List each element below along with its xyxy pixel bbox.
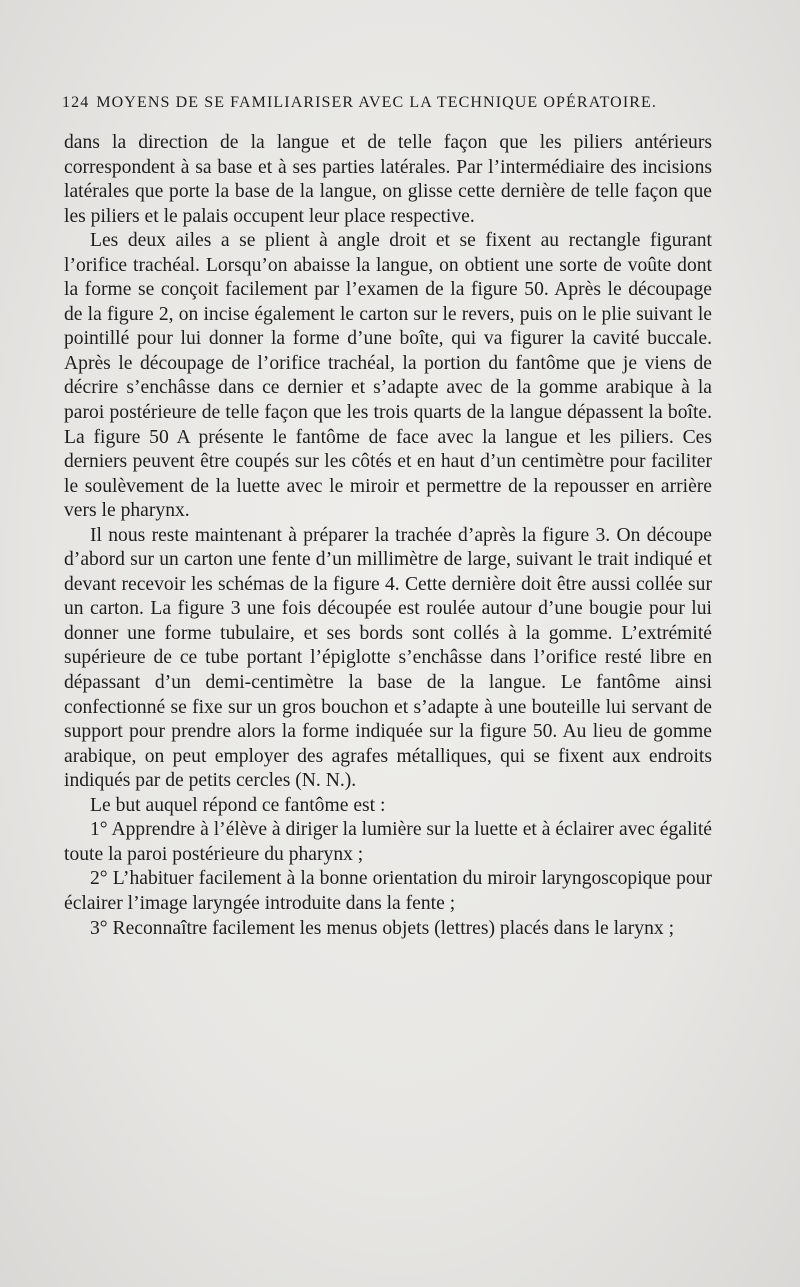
paragraph: Il nous reste maintenant à préparer la trachée d’après la figure 3. On découpe d’abord sur un carton une fente d’un millimètre de large, suivant le trait indiqué et devant recevoir les schémas de la figure 4. Cette dernière doit être aussi collée sur un carton. La figure 3 une fois découpée est roulée autour d’une bougie pour lui donner une forme tubulaire, et ses bords sont collés à la gomme. L’extrémité supérieure de ce tube portant l’épiglotte s’enchâsse dans l’orifice resté libre en dépassant d’un demi-centimètre la base de la langue. Le fantôme ainsi confectionné se fixe sur un gros bouchon et s’adapte à une bouteille lui servant de support pour prendre alors la forme indiquée sur la figure 50. Au lieu de gomme arabique, on peut employer des agrafes métalliques, qui se fixent aux endroits indiqués par de petits cercles (N. N.). [64, 524, 712, 792]
page-number: 124 [62, 94, 90, 111]
running-title: MOYENS DE SE FAMILIARISER AVEC LA TECHNIQUE OPÉRATOIRE. [96, 94, 657, 111]
list-item: 3° Reconnaître facilement les menus objets (lettres) placés dans le larynx ; [90, 917, 675, 939]
paragraph: Les deux ailes a se plient à angle droit et se fixent au rectangle figurant l’orifice trachéal. Lorsqu’on abaisse la langue, on obtient une sorte de voûte dont la forme se conçoit facilement par l’examen de la figure 50. Après le découpage de la figure 2, on incise également le carton sur le revers, puis on le plie suivant le pointillé pour lui donner la forme d’une boîte, qui va figurer la cavité buccale. Après le découpage de l’orifice trachéal, la portion du fantôme que je viens de décrire s’enchâsse dans ce dernier et s’adapte avec de la gomme arabique à la paroi postérieure de telle façon que les trois quarts de la langue dépassent la boîte. La figure 50 A présente le fantôme de face avec la langue et les piliers. Ces derniers peuvent être coupés sur les côtés et en haut d’un centimètre pour faciliter le soulèvement de la luette avec le miroir et permettre de la repousser en arrière vers le pharynx. [64, 230, 712, 522]
body-text [64, 131, 712, 941]
paragraph: dans la direction de la langue et de telle façon que les piliers antérieurs correspondent à sa base et à ses parties latérales. Par l’intermédiaire des incisions latérales que porte la base de la langue, on glisse cette dernière de telle façon que les piliers et le palais occupent leur place respective. [64, 132, 712, 227]
list-item: 1° Apprendre à l’élève à diriger la lumière sur la luette et à éclairer avec égalité toute la paroi postérieure du pharynx ; [64, 819, 712, 865]
list-item: 2° L’habituer facilement à la bonne orientation du miroir laryngoscopique pour éclairer l’image laryngée introduite dans la fente ; [64, 868, 712, 914]
paragraph: Le but auquel répond ce fantôme est : [90, 794, 386, 816]
running-head [62, 94, 712, 112]
